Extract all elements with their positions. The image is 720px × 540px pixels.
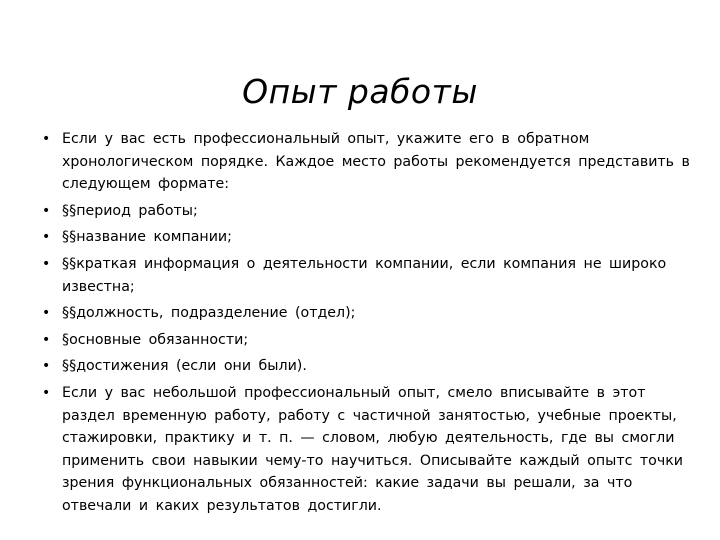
bullet-list (40, 128, 690, 522)
list-item-text: §§должность, подразделение (отдел); (62, 305, 356, 322)
bullet-icon: • (42, 255, 51, 272)
bullet-icon: • (42, 202, 51, 219)
bullet-icon: • (42, 131, 51, 147)
list-item (40, 329, 690, 352)
bullet-icon: • (42, 331, 51, 348)
list-item-text: Если у вас есть профессиональный опыт, укажите его в обратном хронологическом порядке. Каждое место работы рекомендуется представить в следующем формате: (62, 131, 690, 193)
list-item (40, 226, 690, 249)
list-item (40, 302, 690, 325)
list-item (40, 253, 690, 298)
list-item-text: §основные обязанности; (62, 331, 249, 348)
list-item-text: §§название компании; (62, 229, 232, 246)
list-item-text: §§краткая информация о деятельности компании, если компания не широко известна; (62, 255, 667, 295)
bullet-icon: • (42, 358, 51, 375)
bullet-icon: • (42, 229, 51, 246)
slide-title: Опыт работы (242, 72, 478, 112)
list-item-text: §§достижения (если они были). (62, 358, 307, 375)
list-item (40, 355, 690, 378)
list-item (40, 128, 690, 196)
list-item (40, 382, 690, 518)
list-item (40, 200, 690, 223)
list-item-text: Если у вас небольшой профессиональный опыт, смело вписывайте в этот раздел временную работу, работу с частичной занятостью, учебные проекты, стажировки, практику и т. п. — словом, любую деятельность, где вы смогли применить свои навыкии чему-то научиться. Описывайте каждый опытс точки зрения функциональных обязанностей: какие задачи вы решали, за что отвечали и каких результатов достигли. (62, 384, 684, 514)
bullet-icon: • (42, 305, 51, 322)
list-item-text: §§период работы; (62, 202, 198, 219)
bullet-icon: • (42, 384, 51, 401)
